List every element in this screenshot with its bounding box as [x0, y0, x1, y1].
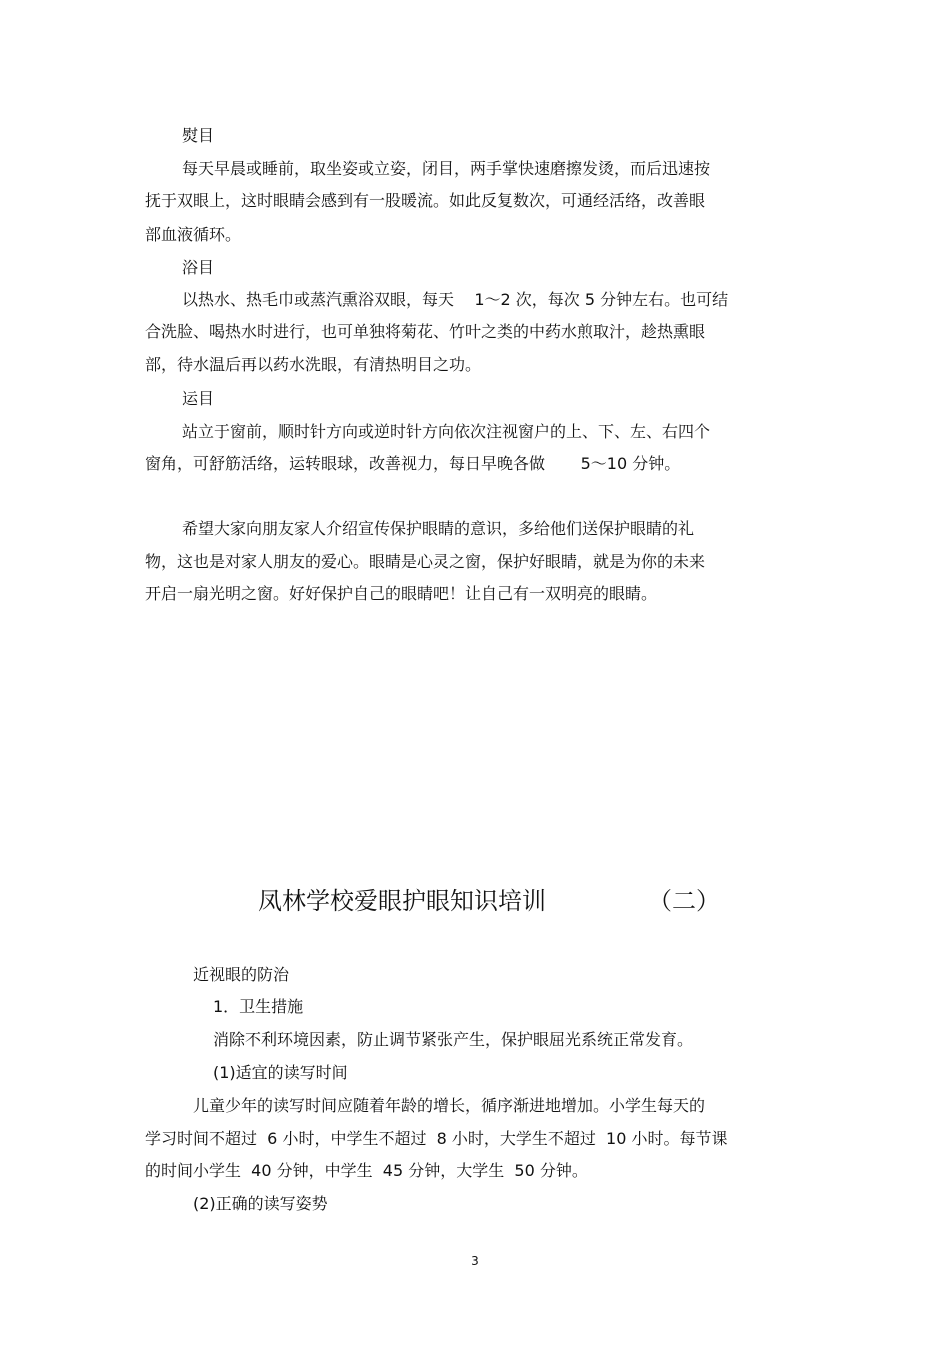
paragraph-line: 合洗脸、喝热水时进行，也可单独将菊花、竹叶之类的中药水煎取汁，趁热熏眼 [145, 322, 706, 341]
sub-heading: (2)正确的读写姿势 [193, 1194, 328, 1213]
paragraph-line: 站立于窗前，顺时针方向或逆时针方向依次注视窗户的上、下、左、右四个 [182, 422, 711, 441]
paragraph-line: 的时间小学生 40 分钟，中学生 45 分钟，大学生 50 分钟。 [145, 1161, 588, 1180]
paragraph-line: 窗角，可舒筋活络，运转眼球，改善视力，每日早晚各做 5～10 分钟。 [145, 454, 681, 473]
heading-yunmu: 运目 [182, 389, 215, 408]
paragraph-line: 部血液循环。 [145, 225, 242, 244]
paragraph-line: 消除不利环境因素，防止调节紧张产生，保护眼屈光系统正常发育。 [213, 1030, 694, 1049]
page-title-suffix: （二） [648, 887, 720, 915]
heading-yumu: 浴目 [182, 258, 215, 277]
heading-yundou: 熨目 [182, 126, 215, 145]
paragraph-line: 学习时间不超过 6 小时，中学生不超过 8 小时，大学生不超过 10 小时。每节课 [145, 1129, 728, 1148]
paragraph-line: 部，待水温后再以药水洗眼，有清热明目之功。 [145, 355, 482, 374]
page-number: 3 [471, 1254, 479, 1268]
section-heading-myopia: 近视眼的防治 [193, 965, 290, 984]
paragraph-line: 希望大家向朋友家人介绍宣传保护眼睛的意识，多给他们送保护眼睛的礼 [182, 519, 695, 538]
paragraph-line: 开启一扇光明之窗。好好保护自己的眼睛吧！让自己有一双明亮的眼睛。 [145, 584, 658, 603]
paragraph-line: 儿童少年的读写时间应随着年龄的增长，循序渐进地增加。小学生每天的 [193, 1096, 706, 1115]
paragraph-line: 物，这也是对家人朋友的爱心。眼睛是心灵之窗，保护好眼睛，就是为你的未来 [145, 552, 706, 571]
paragraph-line: 抚于双眼上，这时眼睛会感到有一股暖流。如此反复数次，可通经活络，改善眼 [145, 191, 706, 210]
sub-heading: (1)适宜的读写时间 [213, 1063, 348, 1082]
paragraph-line: 每天早晨或睡前，取坐姿或立姿，闭目，两手掌快速磨擦发烫，而后迅速按 [182, 159, 711, 178]
paragraph-line: 以热水、热毛巾或蒸汽熏浴双眼，每天 1～2 次，每次 5 分钟左右。也可结 [182, 290, 729, 309]
list-item: 1．卫生措施 [213, 997, 304, 1016]
page-title: 凤林学校爱眼护眼知识培训 [258, 887, 546, 915]
